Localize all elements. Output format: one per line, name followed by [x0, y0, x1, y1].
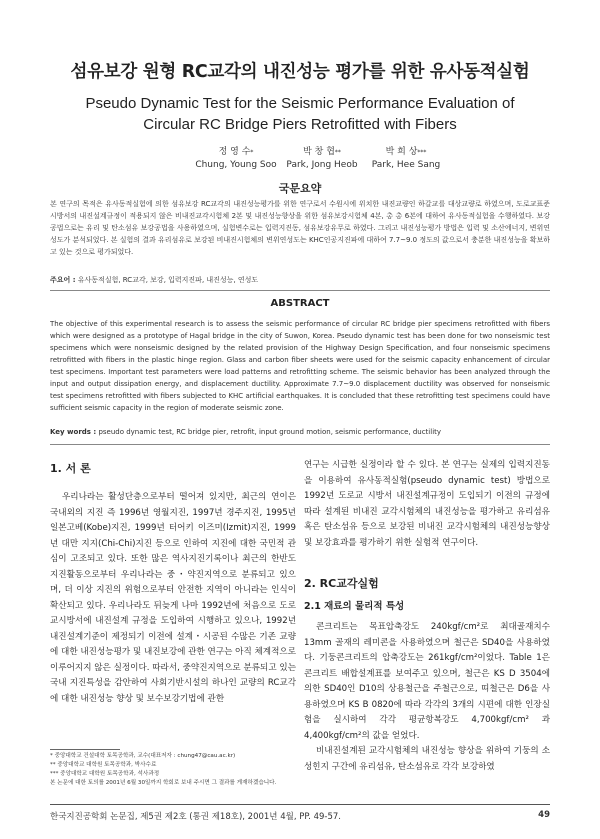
left-column	[50, 490, 296, 742]
section-1-heading: 1. 서 론	[50, 462, 91, 475]
korean-keywords	[50, 274, 550, 286]
korean-abstract-text: 본 연구의 목적은 유사동적실험에 의한 섬유보강 RC교각의 내진성능평가를 위한 연구로서 수원시에 위치한 내진교량인 하갈교를 대상교량로 하였으며, 도로교표준시방서의 내진설계규정이 적용되지 않은 비내진교각시험체 2본 및 내진성능향상을 위한 섬유보강시험체 4본, 총 총 6본에 대하여 유사동적실험을 수행하였다. 보강공법으로는 유리 및 탄소섬유 보강공법을 사용하였으며, 실험변수로는 입력지진동, 섬유보강유무로 하였다. 그리고 내진성능평가 방법은 입력 및 소산에너지, 변위연성도가 분석되었다. 본 실험의 결과 유리섬유로 보강된 비내진시험체의 변위연성도는 KHC인공지진파에 대하여 7.7~9.0 정도의 값으로서 충분한 내진성능을 확보하고 있는 것으로 평가되었다.	[50, 200, 550, 256]
author-1	[186, 146, 286, 172]
author-3-name-en: Park, Hee Sang	[371, 160, 441, 170]
author-list	[0, 146, 600, 176]
section-2-1-heading: 2.1 재료의 물리적 특성	[304, 601, 405, 612]
author-2-mark: **	[334, 149, 341, 156]
korean-keywords-text: 유사동적실험, RC교각, 보강, 입력지진파, 내진성능, 연성도	[77, 276, 259, 284]
korean-abstract-heading: 국문요약	[278, 182, 322, 195]
right-column-body	[304, 620, 550, 804]
author-2-name-en: Park, Jong Heob	[286, 160, 358, 170]
author-3	[356, 146, 456, 172]
page-footer	[50, 810, 550, 822]
korean-keywords-label: 주요어 :	[50, 276, 76, 284]
author-3-mark: ***	[417, 149, 427, 156]
page-number: 49	[538, 810, 550, 820]
footer-rule	[50, 804, 550, 805]
footnote-4: 본 논문에 대한 토의를 2001년 6월 30일까지 학회로 보내 주시면 그 결과를 게재하겠습니다.	[50, 780, 277, 786]
section-2-heading: 2. RC교각실험	[304, 577, 379, 590]
footnote-3: *** 중앙대학교 대학원 토목공학과, 석사과정	[50, 771, 160, 777]
right-column-paragraph: 연구는 시급한 실정이라 할 수 있다. 본 연구는 실제의 입력지진동을 이용하여 유사동적실험(pseudo dynamic test) 방법으로 1992년 도로교 시방서 내진설계규정이 도입되기 이전의 규정에 따라 설계된 비내진 교각시험체의 내진성능을 평가하고 유리섬유 혹은 탄소섬유 등으로 보강된 비내진 교각시험체의 내진성능향상 및 보강효과를 평가하기 위한 실험적 연구이다.	[304, 460, 550, 548]
english-abstract-text: The objective of this experimental research is to assess the seismic performance of circular RC bridge pier specimens retrofitted with fibers which were designed as a prototype of Hagal bridge in the city of Suwon, Korea. Pseudo dynamic test has been done for two nonseismic test specimens which were nonseismic designed by the related provision of the Highway Design Specification, and four nonseismic specimens retrofitted with fibers in the plastic hinge region. Glass and carbon fiber sheets were used for the seismic capacity enhancement of circular test specimens. Important test parameters were load patterns and retrofitting scheme. The seismic behavior has been analyzed through the input and output dissipation energy, and displacement ductility. Approximate 7.7~9.0 displacement ductility was observed for nonseismic test specimens retrofitted with fibers subjected to KHC artificial earthquakes. It is concluded that these retrofitting test specimens could have sufficient seismic capacity in the region of moderate seismic zone.	[50, 320, 550, 412]
author-3-name-ko: 박 희 상	[385, 147, 418, 157]
journal-citation: 한국지진공학회 논문집, 제5권 제2호 (통권 제18호), 2001년 4월, PP. 49-57.	[50, 812, 341, 822]
english-keywords-text: pseudo dynamic test, RC bridge pier, retrofit, input ground motion, seismic performance, ductility	[98, 428, 442, 436]
footnotes	[50, 752, 300, 788]
footnote-2: ** 중앙대학교 대학원 토목공학과, 박사수료	[50, 762, 157, 768]
paper-title-english-line2: Circular RC Bridge Piers Retrofitted with Fibers	[143, 116, 457, 133]
english-keywords-label: Key words :	[50, 428, 97, 436]
footnote-rule	[50, 749, 120, 750]
author-2-name-ko: 박 창 협	[303, 147, 335, 157]
author-1-mark: *	[250, 149, 254, 156]
section-2-1-paragraph-2: 비내진설계된 교각시험체의 내진성능 향상을 위하여 기둥의 소성힌지 구간에 유리섬유, 탄소섬유로 각각 보강하였	[304, 746, 550, 772]
author-1-name-en: Chung, Young Soo	[195, 160, 277, 170]
paper-title-korean: 섬유보강 원형 RC교각의 내진성능 평가를 위한 유사동적실험	[70, 62, 530, 82]
section-1-paragraph: 우리나라는 활성단층으로부터 떨어져 있지만, 최근의 연이은 국내외의 지진 즉 1996년 영월지진, 1997년 경주지진, 1995년 일본고베(Kobe)지진, 1999년 터어키 이즈미(Izmit)지진, 1999년 대만 지지(Chi-Chi)지진 등으로 인하여 지진에 대한 국민적 관심이 고조되고 있다. 또한 많은 역사지진기록이나 최근의 한반도 지진활동으로부터 우리나라는 중・약진지역으로 분류되고 있으며, 더 이상 지진의 위험으로부터 안전한 지역이 아니라는 인식이 확산되고 있다. 우리나라도 뒤늦게 나마 1992년에 처음으로 도로교시방서에 내진설계 규정을 도입하여 시행하고 있으나, 1992년 내진설계기준이 제정되기 이전에 설계・시공된 수많은 기존 교량에 대한 내진성능평가 및 내진보강에 관한 연구는 아직 체계적으로 이루어지지 않은 실정이다. 따라서, 중약진지역으로 분류되고 있는 국내 지진특성을 감안하여 사회기반시설의 하나인 교량의 RC교각에 대한 내진성능 향상 및 보수보강기법에 관한	[50, 492, 296, 704]
right-column-intro	[304, 458, 550, 550]
english-keywords	[50, 426, 550, 438]
section-2-1-paragraph: 콘크리트는 목표압축강도 240kgf/cm²로 최대골재치수 13mm 골재의 레미콘을 사용하였으며 철근은 SD40을 사용하였다. 기둥콘크리트의 압축강도는 261kgf/cm²이었다. Table 1은 콘크리트 배합설계표를 보여주고 있으며, 철근은 KS D 3504에 의한 SD40인 D10의 상용철근을 주철근으로, 띠철근은 D6을 사용하였으며 KS B 0820에 따라 각각의 3개의 시편에 대한 인장실험을 실시하여 각각 평균항복강도 4,700kgf/cm² 과 4,400kgf/cm²의 값을 얻었다.	[304, 622, 550, 741]
author-1-name-ko: 정 영 수	[218, 147, 251, 157]
paper-title-english-line1: Pseudo Dynamic Test for the Seismic Performance Evaluation of	[85, 95, 515, 112]
divider-line	[50, 290, 550, 291]
english-abstract-heading: ABSTRACT	[270, 298, 330, 309]
divider-line-2	[50, 444, 550, 445]
footnote-1: * 중앙대학교 건설대학 토목공학과, 교수(대표저자 : chung47@cau.ac.kr)	[50, 753, 236, 759]
